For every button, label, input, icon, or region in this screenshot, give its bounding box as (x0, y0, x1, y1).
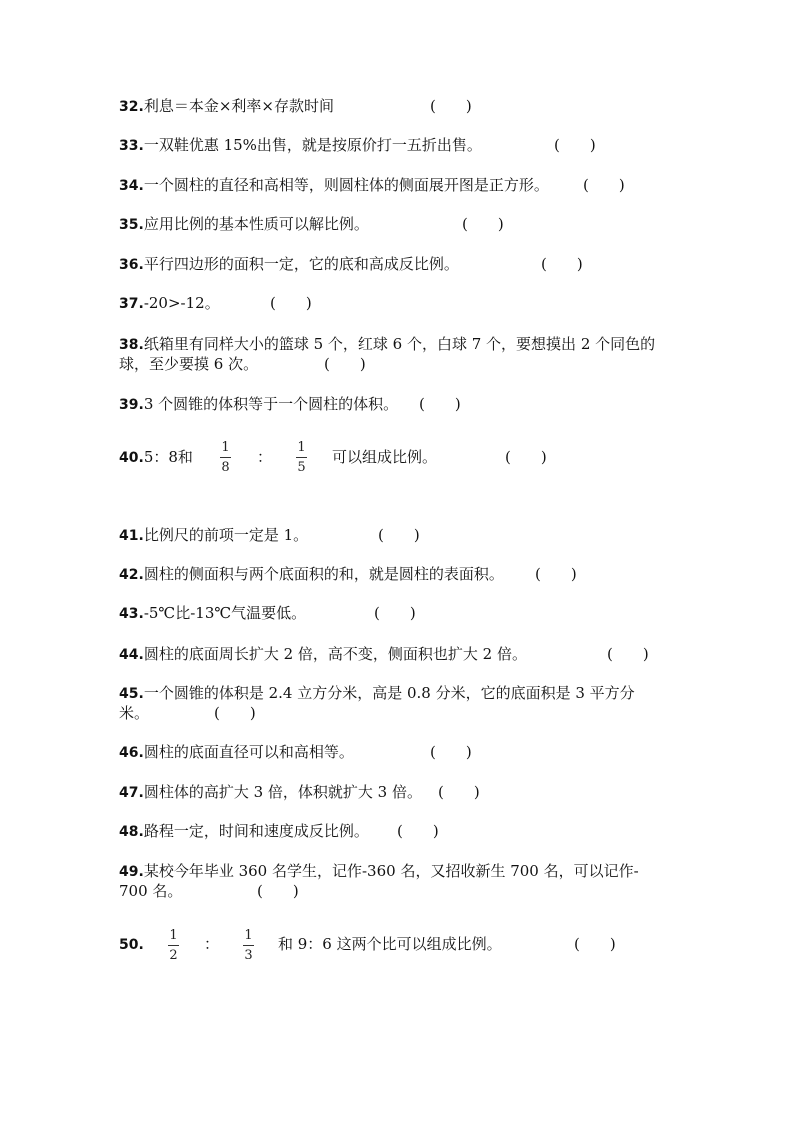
question-text-line2: 米。 (119, 704, 150, 722)
question-text: 某校今年毕业 360 名学生，记作-360 名，又招收新生 700 名，可以记作- (143, 862, 639, 880)
question-49 (119, 862, 639, 881)
answer-blank[interactable]: ( ) (257, 882, 299, 900)
question-text: 比例尺的前项一定是 1。 (143, 526, 309, 544)
question-38-continued (119, 355, 258, 373)
question-36 (119, 255, 459, 274)
answer-blank[interactable]: ( ) (505, 448, 547, 466)
ratio-colon: ： (257, 448, 273, 466)
question-number: 44. (119, 647, 144, 663)
question-text: 利息＝本金×利率×存款时间 (143, 97, 334, 115)
question-number: 41. (119, 528, 144, 544)
question-number: 34. (119, 178, 144, 194)
question-32 (119, 97, 334, 116)
question-48 (119, 822, 369, 841)
answer-blank[interactable]: ( ) (438, 783, 480, 801)
denominator: 2 (169, 948, 178, 963)
answer-blank[interactable]: ( ) (374, 604, 416, 622)
answer-blank[interactable]: ( ) (324, 355, 366, 373)
fraction-2 (243, 929, 254, 963)
question-text: 圆柱的底面周长扩大 2 倍，高不变，侧面积也扩大 2 倍。 (143, 645, 527, 663)
question-42 (119, 565, 504, 584)
question-text: 圆柱体的高扩大 3 倍，体积就扩大 3 倍。 (143, 783, 422, 801)
question-number: 37. (119, 296, 144, 312)
answer-blank[interactable]: ( ) (462, 215, 504, 233)
question-text: 5：8和 (143, 448, 193, 466)
question-number: 46. (119, 745, 144, 761)
question-number: 48. (119, 824, 144, 840)
question-text: 圆柱的底面直径可以和高相等。 (143, 743, 354, 761)
fraction-2 (296, 441, 307, 475)
answer-blank[interactable]: ( ) (214, 704, 256, 722)
question-number: 49. (119, 864, 144, 880)
fraction-1 (220, 441, 231, 475)
question-number: 32. (119, 99, 144, 115)
question-35 (119, 215, 369, 234)
answer-blank[interactable]: ( ) (607, 645, 649, 663)
question-46 (119, 743, 354, 762)
denominator: 8 (221, 460, 230, 475)
question-number: 45. (119, 686, 144, 702)
answer-blank[interactable]: ( ) (535, 565, 577, 583)
question-50 (119, 935, 144, 954)
question-text: 应用比例的基本性质可以解比例。 (143, 215, 369, 233)
question-number: 33. (119, 138, 144, 154)
question-text: 3 个圆锥的体积等于一个圆柱的体积。 (143, 395, 399, 413)
fraction-bar (243, 945, 254, 946)
answer-blank[interactable]: ( ) (430, 743, 472, 761)
numerator: 1 (244, 928, 253, 943)
question-39 (119, 395, 398, 414)
answer-blank[interactable]: ( ) (430, 97, 472, 115)
question-text: 路程一定，时间和速度成反比例。 (143, 822, 369, 840)
question-40 (119, 448, 193, 467)
question-text: -20>-12。 (143, 294, 220, 312)
question-number: 43. (119, 606, 144, 622)
answer-blank[interactable]: ( ) (378, 526, 420, 544)
answer-blank[interactable]: ( ) (583, 176, 625, 194)
numerator: 1 (169, 928, 178, 943)
question-text: 一个圆锥的体积是 2.4 立方分米，高是 0.8 分米，它的底面积是 3 平方分 (143, 684, 635, 702)
question-number: 36. (119, 257, 144, 273)
question-49-continued (119, 882, 182, 900)
question-tail: 和 9：6 这两个比可以组成比例。 (278, 935, 502, 953)
answer-blank[interactable]: ( ) (574, 935, 616, 953)
answer-blank[interactable]: ( ) (270, 294, 312, 312)
question-text-line2: 球，至少要摸 6 次。 (119, 355, 259, 373)
question-number: 39. (119, 397, 144, 413)
fraction-1 (168, 929, 179, 963)
answer-blank[interactable]: ( ) (554, 136, 596, 154)
question-34 (119, 176, 549, 195)
question-37 (119, 294, 220, 313)
question-38 (119, 335, 655, 354)
question-text: 圆柱的侧面积与两个底面积的和，就是圆柱的表面积。 (143, 565, 504, 583)
question-text: 纸箱里有同样大小的篮球 5 个，红球 6 个，白球 7 个，要想摸出 2 个同色的 (143, 335, 656, 353)
question-47 (119, 783, 422, 802)
numerator: 1 (297, 440, 306, 455)
question-tail: 可以组成比例。 (332, 448, 438, 466)
question-43 (119, 604, 306, 623)
question-number: 42. (119, 567, 144, 583)
answer-blank[interactable]: ( ) (397, 822, 439, 840)
fraction-bar (168, 945, 179, 946)
question-text-line2: 700 名。 (119, 882, 183, 900)
ratio-colon: ： (204, 935, 220, 953)
denominator: 3 (244, 948, 253, 963)
question-number: 35. (119, 217, 144, 233)
question-text: 一个圆柱的直径和高相等，则圆柱体的侧面展开图是正方形。 (143, 176, 549, 194)
question-45-continued (119, 704, 149, 722)
question-number: 38. (119, 337, 144, 353)
denominator: 5 (297, 460, 306, 475)
question-41 (119, 526, 308, 545)
question-text: 平行四边形的面积一定，它的底和高成反比例。 (143, 255, 459, 273)
fraction-bar (220, 457, 231, 458)
fraction-bar (296, 457, 307, 458)
question-number: 47. (119, 785, 144, 801)
answer-blank[interactable]: ( ) (541, 255, 583, 273)
question-44 (119, 645, 527, 664)
question-number: 50. (119, 937, 144, 953)
question-45 (119, 684, 635, 703)
question-33 (119, 136, 482, 155)
question-text: 一双鞋优惠 15%出售，就是按原价打一五折出售。 (143, 136, 482, 154)
question-text: -5℃比-13℃气温要低。 (143, 604, 307, 622)
answer-blank[interactable]: ( ) (419, 395, 461, 413)
question-number: 40. (119, 450, 144, 466)
numerator: 1 (221, 440, 230, 455)
